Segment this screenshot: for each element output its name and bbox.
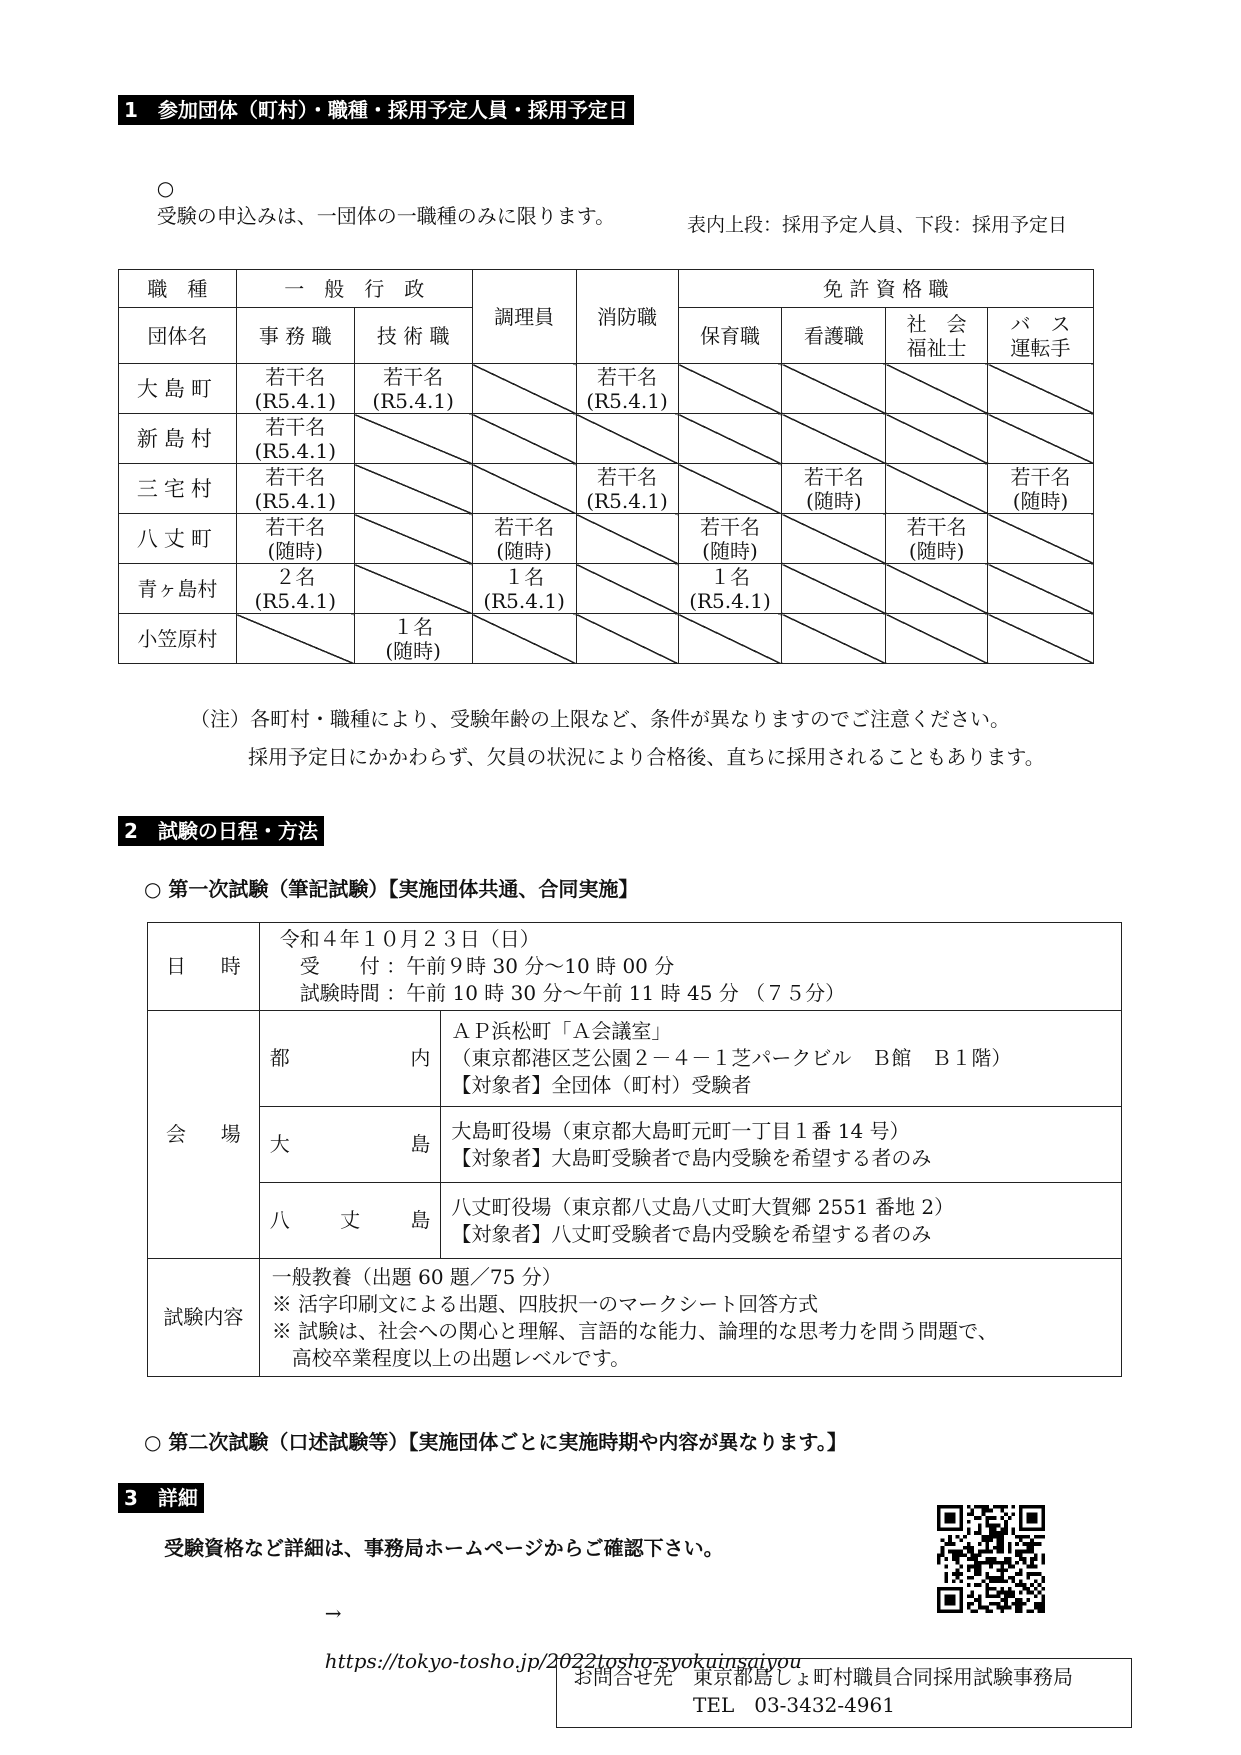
venue-oshima-label [259,1107,441,1183]
cell-count: 若干名 [597,464,658,489]
cell-date: (随時) [267,538,324,563]
cell-cook [472,514,576,564]
cell-date: (R5.4.1) [254,388,337,413]
table-row [119,364,1094,414]
venue-tonai-content [441,1011,1122,1107]
recruitment-table-body [119,364,1094,664]
cell-date: (随時) [385,638,441,663]
cell-not-applicable-cook [472,614,576,664]
venue-oshima-line-2: 【対象者】大島町受験者で島内受験を希望する者のみ [451,1145,932,1170]
cell-date: (随時) [1012,488,1069,513]
cell-date: (R5.4.1) [586,388,668,413]
footnote-1: （注）各町村・職種により、受験年齢の上限など、条件が異なりますのでご注意ください。 [190,707,1010,731]
table-row [119,614,1094,664]
cell-count: 若干名 [906,514,967,539]
header-social-line2: 福祉士 [906,335,967,360]
cell-nursery [678,514,782,564]
venue-oshima-line-1: 大島町役場（東京都大島町元町一丁目１番 14 号） [451,1118,910,1143]
header-social-worker [886,308,988,364]
cell-not-applicable-nurse [782,614,886,664]
cell-count: 若干名 [265,364,326,389]
cell-count: ２名 [275,564,316,589]
cell-not-applicable-fire [576,414,678,464]
venue-tonai-label-a: 都 [269,1046,290,1070]
table-caption: 表内上段：採用予定人員、下段：採用予定日 [687,214,1068,236]
venue-label-2: 場 [220,1122,241,1146]
venue-tonai-label [259,1011,441,1107]
contact-line-1: お問合せ先 東京都島しょ町村職員合同採用試験事務局 [573,1665,1073,1689]
cell-count: 若干名 [494,514,555,539]
table-row [119,464,1094,514]
cell-not-applicable-bus-driver [988,564,1094,614]
content-line-1: 一般教養（出題 60 題／75 分） [271,1264,562,1289]
header-bus-line2: 運転手 [1010,335,1071,360]
cell-count: 若干名 [265,464,326,489]
venue-hachijo-line-1: 八丈町役場（東京都八丈島八丈町大賀郷 2551 番地 2） [451,1194,955,1219]
cell-not-applicable-nurse [782,514,886,564]
cell-date: (R5.4.1) [689,588,771,613]
header-license: 免 許 資 格 職 [678,270,1094,308]
cell-not-applicable-tech [354,414,472,464]
cell-not-applicable-bus-driver [988,614,1094,664]
header-social-line1: 社 会 [906,311,967,336]
date-label [148,923,260,1011]
cell-office [236,514,354,564]
cell-not-applicable-nursery [678,364,782,414]
cell-office [236,564,354,614]
header-group: 団体名 [119,308,237,364]
cell-count: １名 [504,564,545,589]
venue-oshima-label-a: 大 [269,1132,290,1156]
venue-hachijo-label-a: 八 [269,1208,290,1232]
cell-not-applicable-nurse [782,414,886,464]
date-label-1: 日 [166,954,186,978]
cell-not-applicable-nursery [678,464,782,514]
cell-fire [576,364,678,414]
header-general-admin: 一 般 行 政 [236,270,472,308]
municipality-name: 青ヶ島村 [119,564,237,614]
cell-count: 若干名 [803,464,864,489]
municipality-name: 八丈町 [119,514,237,564]
cell-count: １名 [709,564,750,589]
date-line-2: 受 付 ：午前９時 30 分～10 時 00 分 [279,954,675,978]
municipality-name: 大島町 [119,364,237,414]
venue-tonai-line-1: ＡＰ浜松町「Ａ会議室」 [451,1019,672,1043]
content-line-4: 高校卒業程度以上の出題レベルです。 [271,1345,631,1370]
note-bullet: ○ [156,176,175,200]
cell-count: １名 [393,614,434,639]
section1-heading: 1 参加団体（町村）・職種・採用予定人員・採用予定日 [118,95,634,125]
exam-schedule-table [147,922,1122,1377]
content-line-3: ※ 試験は、社会への関心と理解、言語的な能力、論理的な思考力を問う問題で、 [271,1318,998,1343]
header-fire: 消防職 [576,270,678,364]
cell-not-applicable-bus-driver [988,414,1094,464]
arrow-icon: → [324,1601,342,1625]
details-text: 受験資格など詳細は、事務局ホームページからご確認下さい。 [164,1536,724,1560]
cell-not-applicable-social-worker [886,464,988,514]
cell-cook [472,564,576,614]
cell-date: (随時) [496,538,552,563]
table-row [119,564,1094,614]
content-line-2: ※ 活字印刷文による出題、四肢択一のマークシート回答方式 [271,1291,819,1316]
note-text: 受験の申込みは、一団体の一職種のみに限ります。 [156,204,616,228]
cell-not-applicable-tech [354,464,472,514]
header-bus-driver [988,308,1094,364]
cell-not-applicable-fire [576,564,678,614]
cell-date: (R5.4.1) [372,388,454,413]
cell-not-applicable-cook [472,364,576,414]
date-line-1: 令和４年１０月２３日（日） [279,927,540,951]
cell-bus-driver [988,464,1094,514]
venue-hachijo-label [259,1183,441,1259]
header-tech: 技 術 職 [354,308,472,364]
cell-nursery [678,564,782,614]
qr-code-icon[interactable] [937,1505,1045,1613]
venue-label-1: 会 [166,1122,186,1146]
municipality-name: 新島村 [119,414,237,464]
cell-count: 若干名 [597,364,658,389]
venue-hachijo-label-m: 丈 [340,1208,361,1232]
venue-oshima-content [441,1107,1122,1183]
header-bus-line1: バ ス [1010,311,1071,336]
cell-office [236,464,354,514]
cell-not-applicable-social-worker [886,364,988,414]
header-office: 事 務 職 [236,308,354,364]
cell-date: (随時) [908,538,965,563]
recruitment-table [118,269,1094,664]
section1-note [144,152,615,229]
cell-not-applicable-social-worker [886,414,988,464]
cell-count: 若干名 [265,414,326,439]
first-exam-title: ○ 第一次試験（筆記試験）【実施団体共通、合同実施】 [144,877,639,901]
date-content [259,923,1121,1011]
venue-tonai-label-b: 内 [410,1046,431,1070]
cell-not-applicable-tech [354,514,472,564]
venue-hachijo-line-2: 【対象者】八丈町受験者で島内受験を希望する者のみ [451,1221,932,1246]
cell-office [236,364,354,414]
section3-heading: 3 詳細 [118,1483,204,1513]
cell-tech [354,614,472,664]
header-cook: 調理員 [472,270,576,364]
cell-office [236,414,354,464]
cell-not-applicable-nursery [678,414,782,464]
cell-date: (随時) [702,538,758,563]
cell-not-applicable-fire [576,614,678,664]
venue-tonai-line-2: （東京都港区芝公園２－４－１芝パークビル Ｂ館 Ｂ１階） [451,1046,1012,1070]
venue-oshima-label-b: 島 [410,1132,431,1156]
header-job: 職 種 [119,270,237,308]
municipality-name: 小笠原村 [119,614,237,664]
cell-fire [576,464,678,514]
contact-line-2: TEL 03-3432-4961 [573,1693,895,1717]
cell-date: (R5.4.1) [254,588,337,613]
cell-not-applicable-bus-driver [988,364,1094,414]
cell-date: (R5.4.1) [254,488,337,513]
header-nursery: 保育職 [678,308,782,364]
cell-not-applicable-nursery [678,614,782,664]
details-url-link[interactable]: https://tokyo-tosho.jp/2022tosho-syokuinsaiyou [324,1649,802,1673]
cell-date: (R5.4.1) [586,488,668,513]
cell-count: 若干名 [383,364,444,389]
section2-heading: 2 試験の日程・方法 [118,816,324,846]
second-exam-title: ○ 第二次試験（口述試験等）【実施団体ごとに実施時期や内容が異なります。】 [144,1430,847,1454]
cell-nurse [782,464,886,514]
cell-social-worker [886,514,988,564]
content-label: 試験内容 [148,1259,260,1377]
cell-tech [354,364,472,414]
venue-tonai-line-3: 【対象者】全団体（町村）受験者 [451,1073,752,1097]
date-line-3: 試験時間 ：午前 10 時 30 分～午前 11 時 45 分 （７５分） [279,981,846,1005]
venue-label [148,1011,260,1259]
cell-count: 若干名 [1010,464,1071,489]
cell-not-applicable-nurse [782,364,886,414]
contact-box [556,1658,1132,1728]
cell-count: 若干名 [265,514,326,539]
cell-date: (随時) [806,488,862,513]
header-nurse: 看護職 [782,308,886,364]
footnote-2: 採用予定日にかかわらず、欠員の状況により合格後、直ちに採用されることもあります。 [248,745,1045,769]
cell-not-applicable-bus-driver [988,514,1094,564]
cell-not-applicable-cook [472,414,576,464]
cell-date: (R5.4.1) [254,438,337,463]
cell-not-applicable-cook [472,464,576,514]
cell-not-applicable-social-worker [886,614,988,664]
cell-not-applicable-social-worker [886,564,988,614]
venue-hachijo-content [441,1183,1122,1259]
cell-not-applicable-office [236,614,354,664]
municipality-name: 三宅村 [119,464,237,514]
cell-date: (R5.4.1) [483,588,565,613]
date-label-2: 時 [220,954,241,978]
cell-not-applicable-fire [576,514,678,564]
cell-not-applicable-tech [354,564,472,614]
cell-not-applicable-nurse [782,564,886,614]
cell-count: 若干名 [699,514,760,539]
table-row [119,514,1094,564]
venue-hachijo-label-b: 島 [410,1208,431,1232]
content-body [259,1259,1121,1377]
table-row [119,414,1094,464]
